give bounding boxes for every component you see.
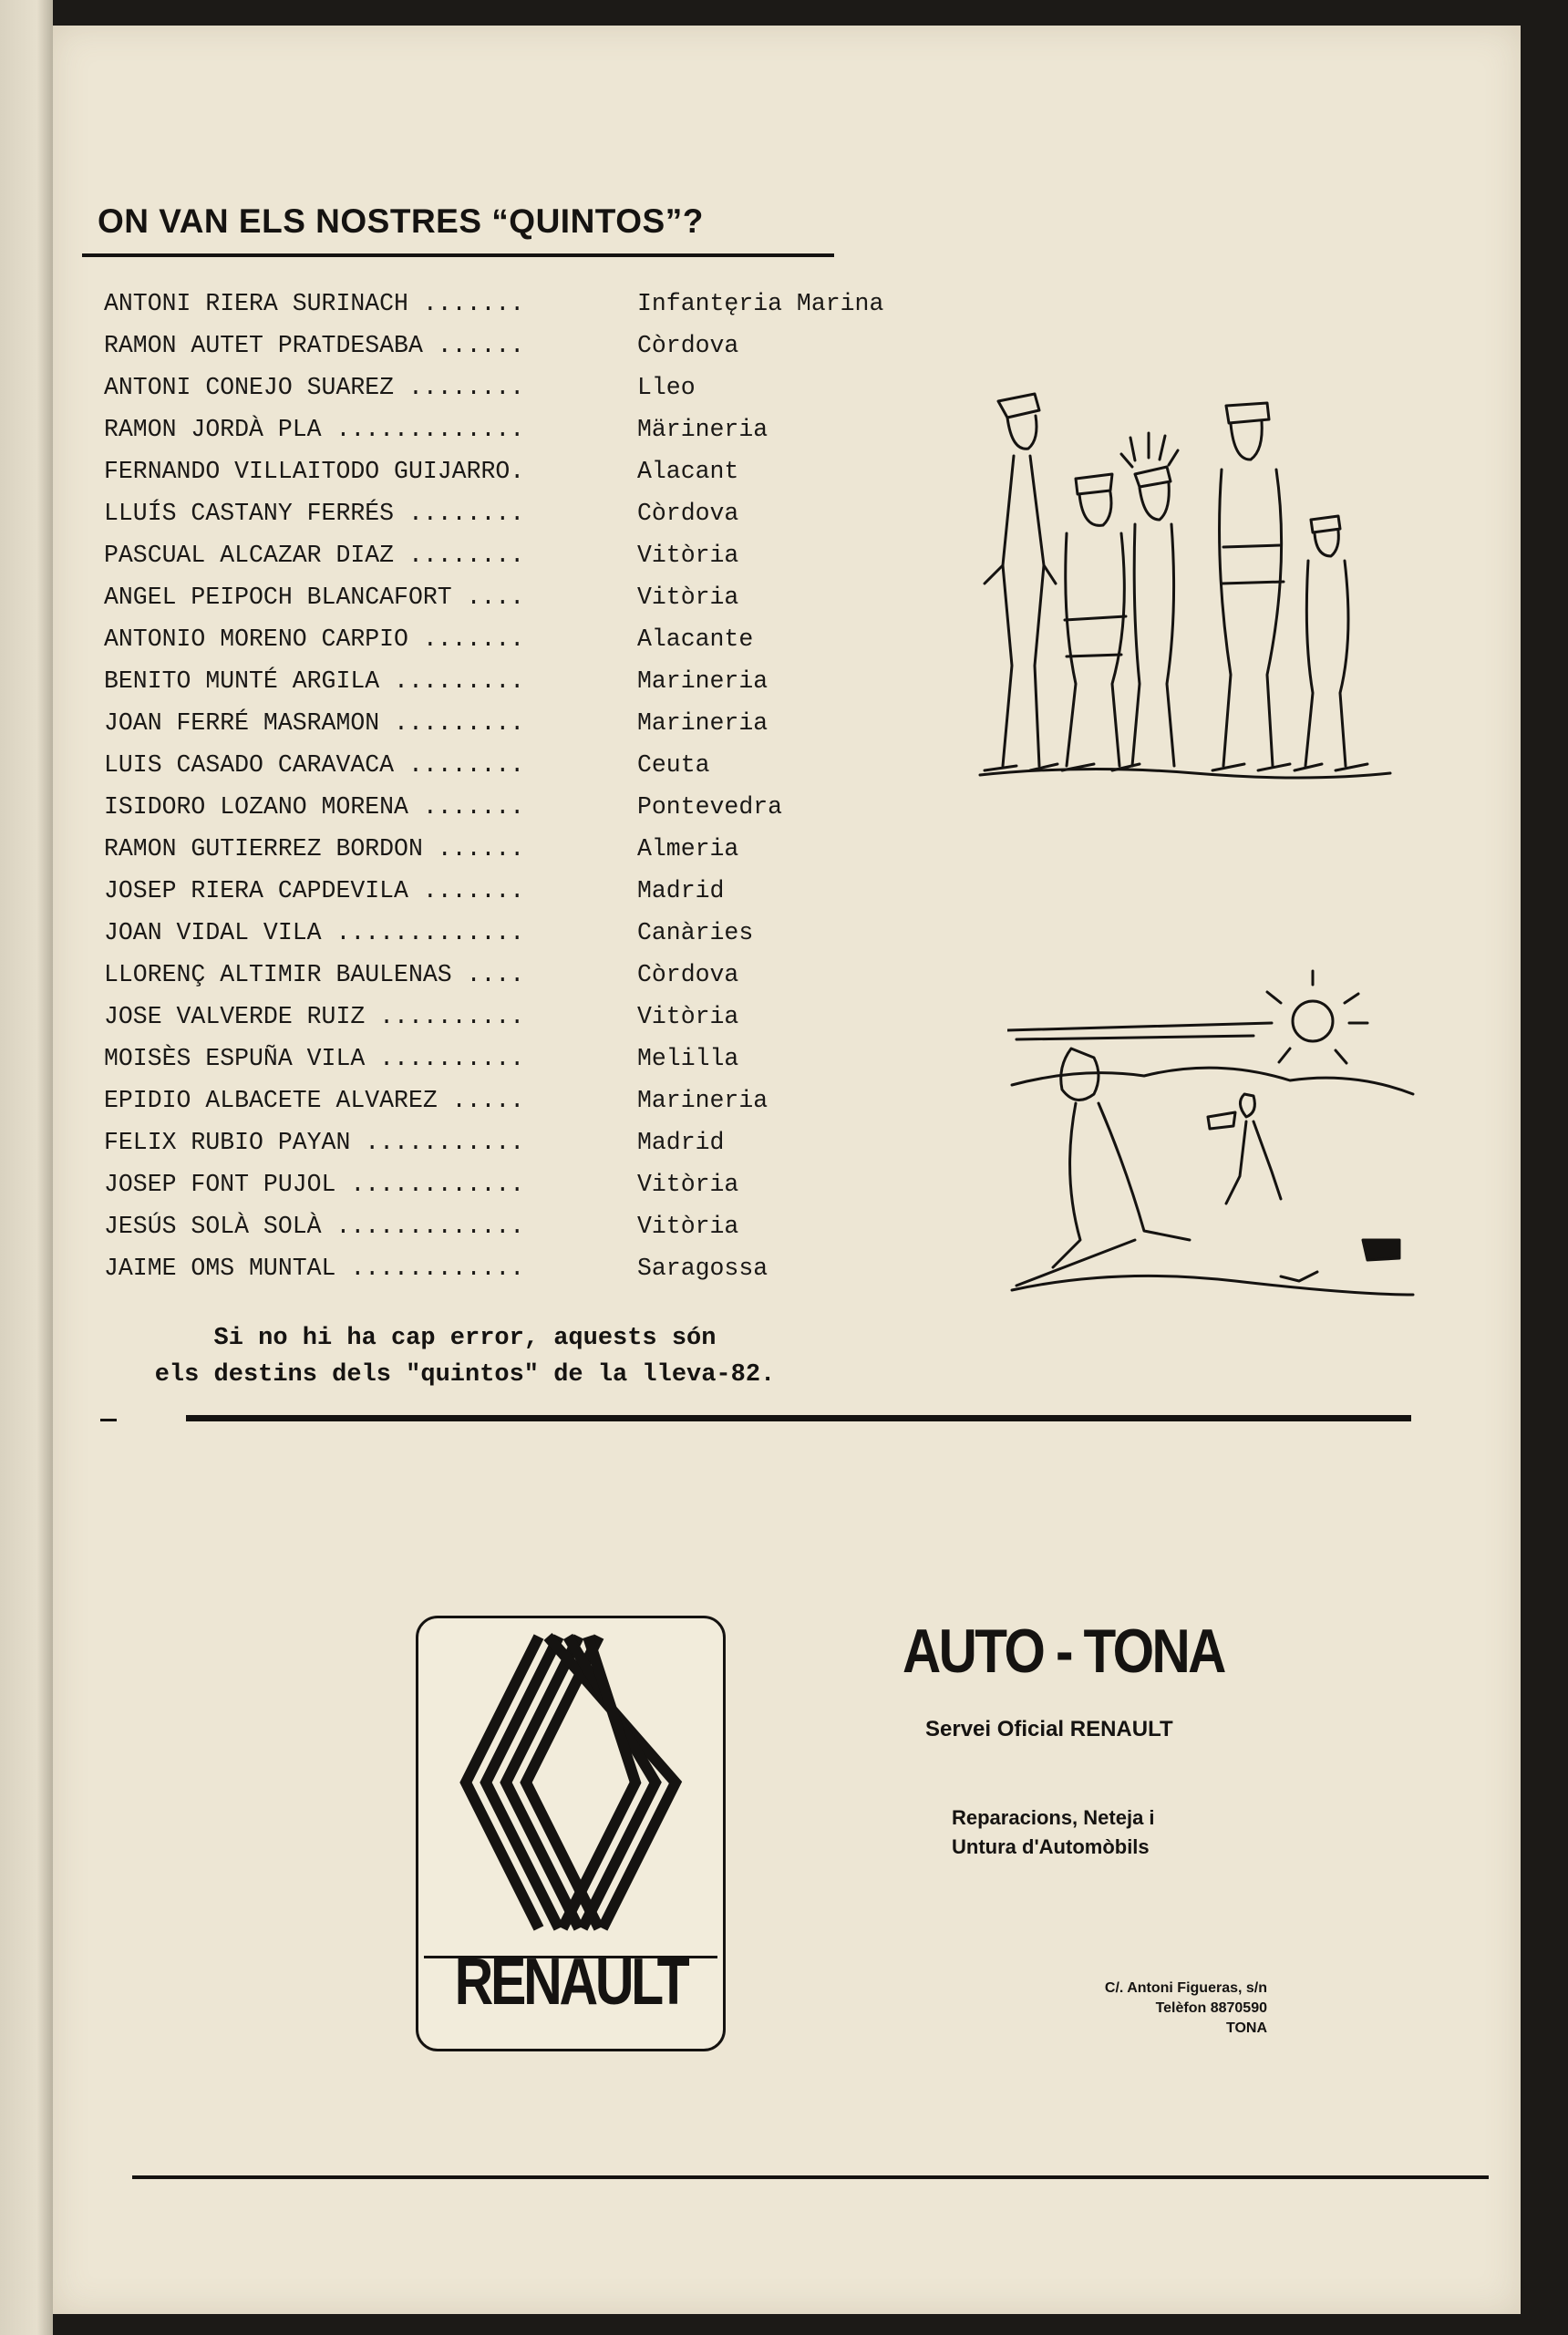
recruit-name: RAMON AUTET PRATDESABA ...... (104, 332, 525, 359)
recruit-name: ANTONI RIERA SURINACH ....... (104, 290, 525, 317)
recruit-row (104, 954, 883, 996)
recruit-name: EPIDIO ALBACETE ALVAREZ ..... (104, 1087, 525, 1114)
recruit-name: RAMON GUTIERREZ BORDON ...... (104, 835, 525, 863)
recruit-name: ANTONIO MORENO CARPIO ....... (104, 625, 525, 653)
services-line: Untura d'Automòbils (952, 1835, 1150, 1858)
address: C/. Antoni Figueras, s/n (1104, 1980, 1267, 1996)
notice-line: Si no hi ha cap error, aquests són (213, 1325, 717, 1352)
title-underline (82, 253, 834, 257)
services-line: Reparacions, Neteja i (952, 1806, 1155, 1829)
recruit-name: RAMON JORDÀ PLA ............. (104, 416, 525, 443)
recruit-name: JOAN VIDAL VILA ............. (104, 919, 525, 946)
services-description (952, 1803, 1155, 1862)
recruit-row (104, 576, 883, 618)
recruit-destination: Marineria (637, 709, 769, 737)
recruit-name: ANTONI CONEJO SUAREZ ........ (104, 374, 525, 401)
recruit-name: LUIS CASADO CARAVACA ........ (104, 751, 525, 779)
recruit-row (104, 1163, 883, 1205)
recruit-destination: Marineria (637, 1087, 769, 1114)
error-notice (91, 1320, 839, 1393)
recruit-name: LLUÍS CASTANY FERRÉS ........ (104, 500, 525, 527)
battlefield-cartoon (1007, 966, 1418, 1340)
recruit-row (104, 912, 883, 954)
recruit-name: PASCUAL ALCAZAR DIAZ ........ (104, 542, 525, 569)
notice-line: els destins dels "quintos" de la lleva-82. (154, 1361, 776, 1389)
recruit-name: FERNANDO VILLAITODO GUIJARRO. (104, 458, 525, 485)
recruit-destination: Madrid (637, 877, 725, 904)
recruit-destination: Madrid (637, 1129, 725, 1156)
recruit-destination: Vitòria (637, 1003, 739, 1030)
adjacent-page-edge (0, 0, 53, 2335)
recruit-destination: Infantęria Marina (637, 290, 884, 317)
recruit-row (104, 1080, 883, 1121)
contact-block (1105, 1979, 1267, 2039)
renault-diamond-icon (448, 1627, 694, 1937)
business-name: AUTO - TONA (903, 1617, 1224, 1686)
renault-logo (416, 1616, 726, 2051)
recruit-row (104, 828, 883, 870)
recruit-destination: Vitòria (637, 542, 739, 569)
recruit-destination: Còrdova (637, 500, 739, 527)
recruit-row (104, 1247, 883, 1289)
recruit-row (104, 534, 883, 576)
recruit-row (104, 1121, 883, 1163)
recruit-list (104, 283, 883, 1289)
recruit-name: JOSEP RIERA CAPDEVILA ....... (104, 877, 525, 904)
recruit-name: JOSE VALVERDE RUIZ .......... (104, 1003, 525, 1030)
recruit-destination: Còrdova (637, 961, 739, 988)
recruit-row (104, 450, 883, 492)
recruit-destination: Saragossa (637, 1255, 769, 1282)
recruit-destination: Canàries (637, 919, 754, 946)
recruit-destination: Vitòria (637, 1213, 739, 1240)
recruit-name: BENITO MUNTÉ ARGILA ......... (104, 667, 525, 695)
recruit-name: FELIX RUBIO PAYAN ........... (104, 1129, 525, 1156)
recruit-destination: Ceuta (637, 751, 710, 779)
recruit-destination: Alacant (637, 458, 739, 485)
recruit-row (104, 786, 883, 828)
recruit-name: JESÚS SOLÀ SOLÀ ............. (104, 1213, 525, 1240)
recruit-destination: Alacante (637, 625, 754, 653)
recruit-destination: Märineria (637, 416, 769, 443)
service-label: Servei Oficial RENAULT (925, 1717, 1173, 1741)
recruit-name: LLORENÇ ALTIMIR BAULENAS .... (104, 961, 525, 988)
recruit-destination: Melilla (637, 1045, 739, 1072)
recruit-row (104, 618, 883, 660)
recruit-row (104, 702, 883, 744)
recruit-name: MOISÈS ESPUÑA VILA .......... (104, 1045, 525, 1072)
recruit-destination: Còrdova (637, 332, 739, 359)
section-divider (186, 1415, 1411, 1421)
recruit-name: JAIME OMS MUNTAL ............ (104, 1255, 525, 1282)
town: TONA (1225, 2020, 1267, 2036)
recruit-row (104, 660, 883, 702)
recruit-destination: Lleo (637, 374, 696, 401)
recruit-row (104, 325, 883, 367)
recruit-destination: Pontevedra (637, 793, 783, 821)
recruit-row (104, 283, 883, 325)
recruit-row (104, 408, 883, 450)
recruit-row (104, 492, 883, 534)
recruit-name: JOSEP FONT PUJOL ............ (104, 1171, 525, 1198)
recruit-name: ANGEL PEIPOCH BLANCAFORT .... (104, 584, 525, 611)
recruit-name: JOAN FERRÉ MASRAMON ......... (104, 709, 525, 737)
recruit-destination: Marineria (637, 667, 769, 695)
recruit-destination: Vitòria (637, 584, 739, 611)
divider-dash (100, 1419, 117, 1421)
recruit-row (104, 367, 883, 408)
recruit-destination: Almeria (637, 835, 739, 863)
recruit-destination: Vitòria (637, 1171, 739, 1198)
recruit-row (104, 1205, 883, 1247)
recruit-row (104, 870, 883, 912)
phone: Telèfon 8870590 (1155, 2000, 1267, 2016)
recruit-row (104, 1038, 883, 1080)
recruit-name: ISIDORO LOZANO MORENA ....... (104, 793, 525, 821)
renault-wordmark: RENAULT (454, 1946, 687, 2019)
recruit-row (104, 996, 883, 1038)
recruit-row (104, 744, 883, 786)
soldiers-cartoon (975, 383, 1395, 784)
bottom-rule (132, 2175, 1489, 2179)
article-title: ON VAN ELS NOSTRES “QUINTOS”? (98, 202, 704, 240)
